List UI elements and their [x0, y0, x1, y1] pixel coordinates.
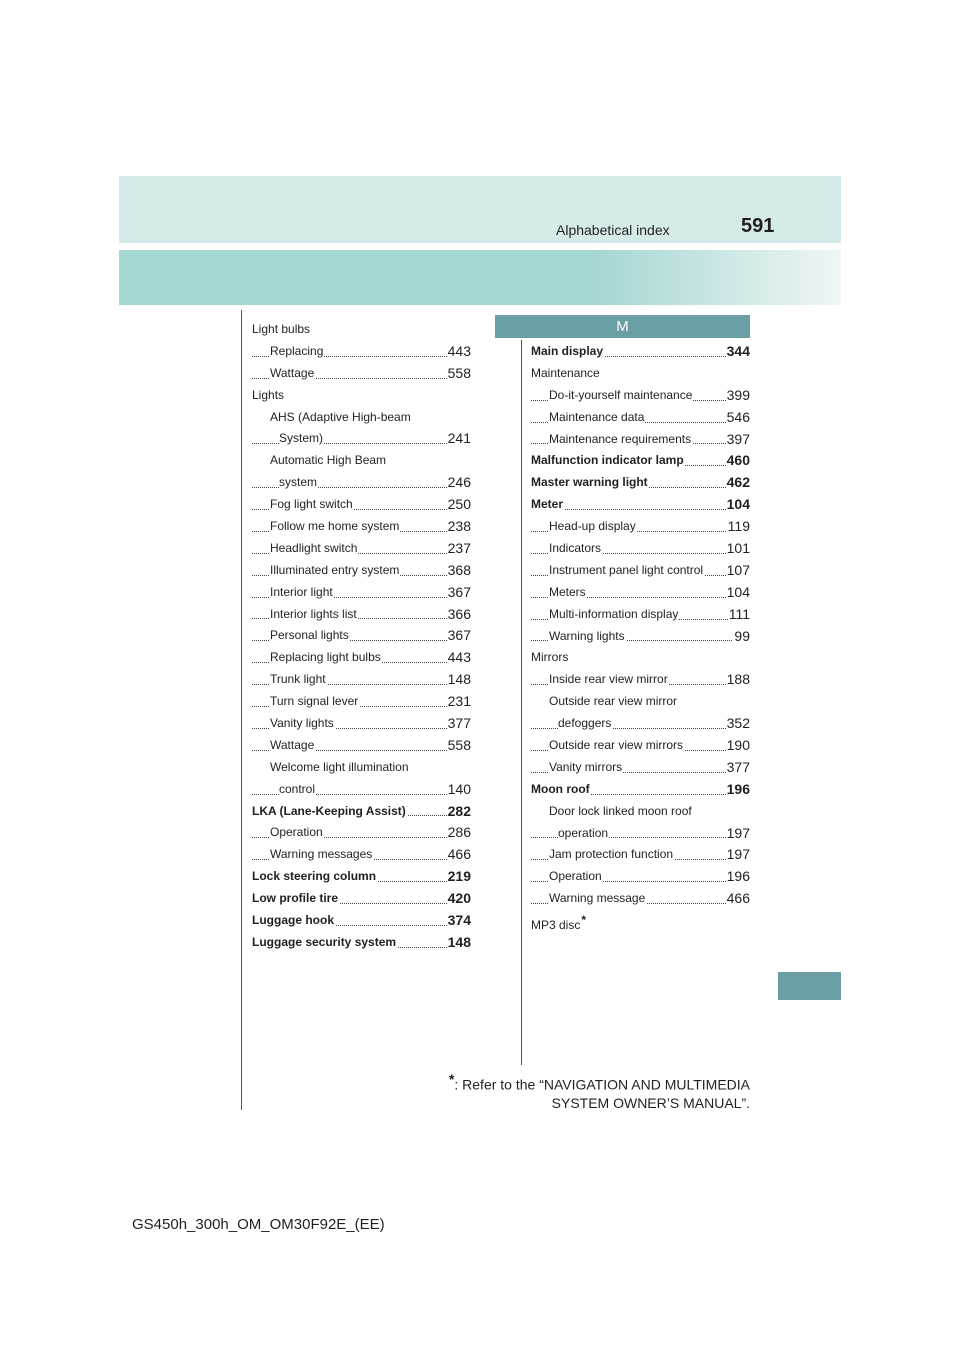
index-entry-text: Maintenance data	[549, 409, 645, 424]
index-entry-text: Outside rear view mirrors	[549, 738, 684, 753]
index-entry	[252, 932, 471, 954]
index-entry-page: 196	[726, 866, 750, 888]
index-entry-text: system	[279, 475, 318, 490]
index-entry-text: Wattage	[270, 737, 315, 752]
index-entry	[531, 691, 750, 713]
index-entry-text: Multi-information display	[549, 606, 679, 621]
index-entry	[252, 844, 471, 866]
index-entry-text: Moon roof	[531, 781, 590, 796]
index-entry	[531, 538, 750, 560]
index-column-right	[531, 341, 750, 932]
index-entry-text: Automatic High Beam	[270, 453, 387, 468]
index-entry-text: Warning messages	[270, 847, 373, 862]
index-entry-text: Illuminated entry system	[270, 562, 400, 577]
index-entry-page: 443	[447, 647, 471, 669]
index-entry-page: 219	[447, 866, 471, 888]
index-entry	[531, 560, 750, 582]
index-entry-page: 377	[447, 713, 471, 735]
index-entry	[531, 757, 750, 779]
index-entry	[252, 625, 471, 647]
index-entry	[252, 341, 471, 363]
footnote-reference-mark: *	[581, 913, 587, 928]
index-entry-text: Indicators	[549, 541, 602, 556]
index-entry-page: 148	[447, 932, 471, 954]
index-entry-page: 462	[726, 472, 750, 494]
index-entry-text: Malfunction indicator lamp	[531, 453, 684, 468]
index-entry-text: Warning lights	[549, 628, 625, 643]
column-divider	[521, 340, 522, 1065]
index-entry-page: 237	[447, 538, 471, 560]
index-entry	[531, 407, 750, 429]
index-entry-page: 148	[447, 669, 471, 691]
index-entry-page: 101	[726, 538, 750, 560]
index-entry	[252, 450, 471, 472]
index-entry	[531, 516, 750, 538]
index-entry-text: Welcome light illumination	[270, 759, 409, 774]
index-entry-page: 99	[733, 626, 750, 648]
index-entry-page: 367	[447, 582, 471, 604]
index-entry-page: 231	[447, 691, 471, 713]
index-entry-page: 374	[447, 910, 471, 932]
index-entry	[531, 779, 750, 801]
index-entry-page: 111	[728, 604, 750, 626]
index-entry	[252, 494, 471, 516]
index-entry-text: Light bulbs	[252, 322, 311, 336]
index-entry-text: Outside rear view mirror	[549, 694, 678, 709]
index-entry-page: 282	[447, 801, 471, 823]
footnote-mark: *	[448, 1071, 455, 1087]
index-entry-page: 466	[726, 888, 750, 910]
index-entry-text: Jam protection function	[549, 847, 674, 862]
index-entry-text: Master warning light	[531, 475, 648, 490]
index-entry-text: Replacing	[270, 343, 324, 358]
index-entry	[252, 691, 471, 713]
index-entry-mp3	[531, 910, 750, 932]
index-entry-page: 250	[447, 494, 471, 516]
index-entry-page: 140	[447, 779, 471, 801]
index-entry-page: 104	[726, 582, 750, 604]
footnote-line-1: : Refer to the “NAVIGATION AND MULTIMEDIA	[454, 1076, 750, 1093]
index-entry-page: 546	[726, 407, 750, 429]
left-margin-rule	[241, 310, 242, 1110]
index-entry-text: Lights	[252, 387, 285, 402]
index-entry-text: System)	[279, 431, 324, 446]
header-bar	[119, 176, 841, 243]
section-letter-header: M	[495, 315, 750, 338]
index-entry-text: control	[279, 781, 316, 796]
index-entry-text: MP3 disc	[531, 918, 581, 933]
index-entry-text: Replacing light bulbs	[270, 650, 381, 665]
footnote-line-2: SYSTEM OWNER’S MANUAL”.	[551, 1094, 750, 1111]
index-entry	[252, 647, 471, 669]
index-entry-page: 443	[447, 341, 471, 363]
index-entry-text: Meters	[549, 584, 586, 599]
index-entry-page: 366	[447, 604, 471, 626]
index-entry	[531, 844, 750, 866]
index-entry	[252, 516, 471, 538]
index-entry-page: 196	[726, 779, 750, 801]
index-entry-text: Maintenance	[531, 365, 600, 380]
index-entry	[531, 866, 750, 888]
index-column-left	[252, 319, 471, 954]
index-entry	[252, 472, 471, 494]
index-entry-text: Head-up display	[549, 519, 636, 534]
index-entry-text: Vanity mirrors	[549, 759, 623, 774]
index-entry	[531, 582, 750, 604]
index-entry-text: Luggage security system	[252, 934, 397, 949]
index-entry-page: 399	[726, 385, 750, 407]
index-entry-page: 558	[447, 363, 471, 385]
index-entry-page: 377	[726, 757, 750, 779]
index-entry	[531, 385, 750, 407]
index-entry	[252, 910, 471, 932]
index-entry-page: 197	[726, 844, 750, 866]
index-entry-page: 246	[447, 472, 471, 494]
index-entry-page: 286	[447, 822, 471, 844]
index-entry-page: 368	[447, 560, 471, 582]
index-entry	[252, 604, 471, 626]
index-entry	[252, 735, 471, 757]
index-entry-text: AHS (Adaptive High-beam	[270, 409, 411, 424]
index-entry	[252, 363, 471, 385]
index-entry-text: Luggage hook	[252, 913, 334, 928]
index-entry-page: 460	[726, 450, 750, 472]
index-entry	[252, 319, 471, 341]
index-entry	[252, 779, 471, 801]
index-entry-text: operation	[558, 825, 609, 840]
index-entry	[252, 801, 471, 823]
index-entry-text: Headlight switch	[270, 540, 358, 555]
index-entry-text: Interior light	[270, 584, 333, 599]
index-entry-text: Meter	[531, 497, 564, 512]
index-entry	[531, 647, 750, 669]
index-entry-page: 466	[447, 844, 471, 866]
index-entry-text: Inside rear view mirror	[549, 672, 668, 687]
index-entry	[531, 669, 750, 691]
page-number: 591	[741, 215, 775, 237]
index-entry-page: 241	[447, 428, 471, 450]
index-entry	[531, 735, 750, 757]
index-entry	[252, 757, 471, 779]
document-code: GS450h_300h_OM_OM30F92E_(EE)	[132, 1216, 385, 1233]
index-entry-text: Follow me home system	[270, 519, 400, 534]
index-entry-page: 119	[727, 516, 750, 538]
index-entry-text: Fog light switch	[270, 497, 353, 512]
index-entry-page: 188	[726, 669, 750, 691]
index-entry-text: Maintenance requirements	[549, 431, 692, 446]
index-entry-page: 238	[447, 516, 471, 538]
index-entry	[531, 823, 750, 845]
index-entry-page: 197	[726, 823, 750, 845]
index-entry	[531, 494, 750, 516]
index-entry	[252, 385, 471, 407]
index-entry-text: Turn signal lever	[270, 694, 359, 709]
index-entry	[531, 604, 750, 626]
index-entry-page: 104	[726, 494, 750, 516]
header-title: Alphabetical index	[556, 222, 670, 238]
index-entry	[531, 713, 750, 735]
index-entry-page: 367	[447, 625, 471, 647]
index-entry-text: Operation	[270, 825, 323, 840]
footnote	[449, 1070, 750, 1112]
index-entry	[531, 472, 750, 494]
index-entry-text: Wattage	[270, 365, 315, 380]
index-entry	[252, 538, 471, 560]
index-entry-text: Trunk light	[270, 672, 326, 687]
index-entry	[252, 560, 471, 582]
index-entry	[252, 713, 471, 735]
index-entry-page: 397	[726, 429, 750, 451]
index-entry	[252, 407, 471, 429]
index-entry-text: Interior lights list	[270, 606, 357, 621]
index-entry	[252, 428, 471, 450]
index-entry-text: Main display	[531, 344, 604, 358]
index-entry-text: defoggers	[558, 716, 612, 731]
index-entry	[531, 363, 750, 385]
index-entry-text: Personal lights	[270, 628, 349, 643]
index-entry-text: Instrument panel light control	[549, 562, 704, 577]
index-entry	[531, 801, 750, 823]
index-entry	[531, 450, 750, 472]
index-entry-page: 420	[447, 888, 471, 910]
index-entry	[252, 582, 471, 604]
index-entry-page: 352	[726, 713, 750, 735]
index-entry-text: Vanity lights	[270, 716, 334, 731]
index-entry	[531, 888, 750, 910]
index-entry-page: 190	[726, 735, 750, 757]
header-band	[119, 250, 841, 305]
index-entry-text: Door lock linked moon roof	[549, 803, 692, 818]
index-entry-text: Operation	[549, 869, 602, 884]
index-entry-page: 344	[726, 341, 750, 363]
index-entry-page: 558	[447, 735, 471, 757]
index-entry-text: Warning message	[549, 891, 646, 906]
index-entry	[252, 866, 471, 888]
index-entry	[252, 669, 471, 691]
index-entry	[531, 341, 750, 363]
index-entry-text: Low profile tire	[252, 891, 339, 906]
index-entry-text: Mirrors	[531, 650, 569, 665]
index-entry-text: Do-it-yourself maintenance	[549, 387, 693, 402]
index-entry	[531, 429, 750, 451]
index-entry-text: LKA (Lane-Keeping Assist)	[252, 803, 406, 818]
index-entry	[252, 888, 471, 910]
index-entry	[252, 822, 471, 844]
index-entry	[531, 626, 750, 648]
section-thumb-tab	[778, 972, 841, 1000]
index-entry-text: Lock steering column	[252, 869, 377, 884]
index-entry-page: 107	[726, 560, 750, 582]
